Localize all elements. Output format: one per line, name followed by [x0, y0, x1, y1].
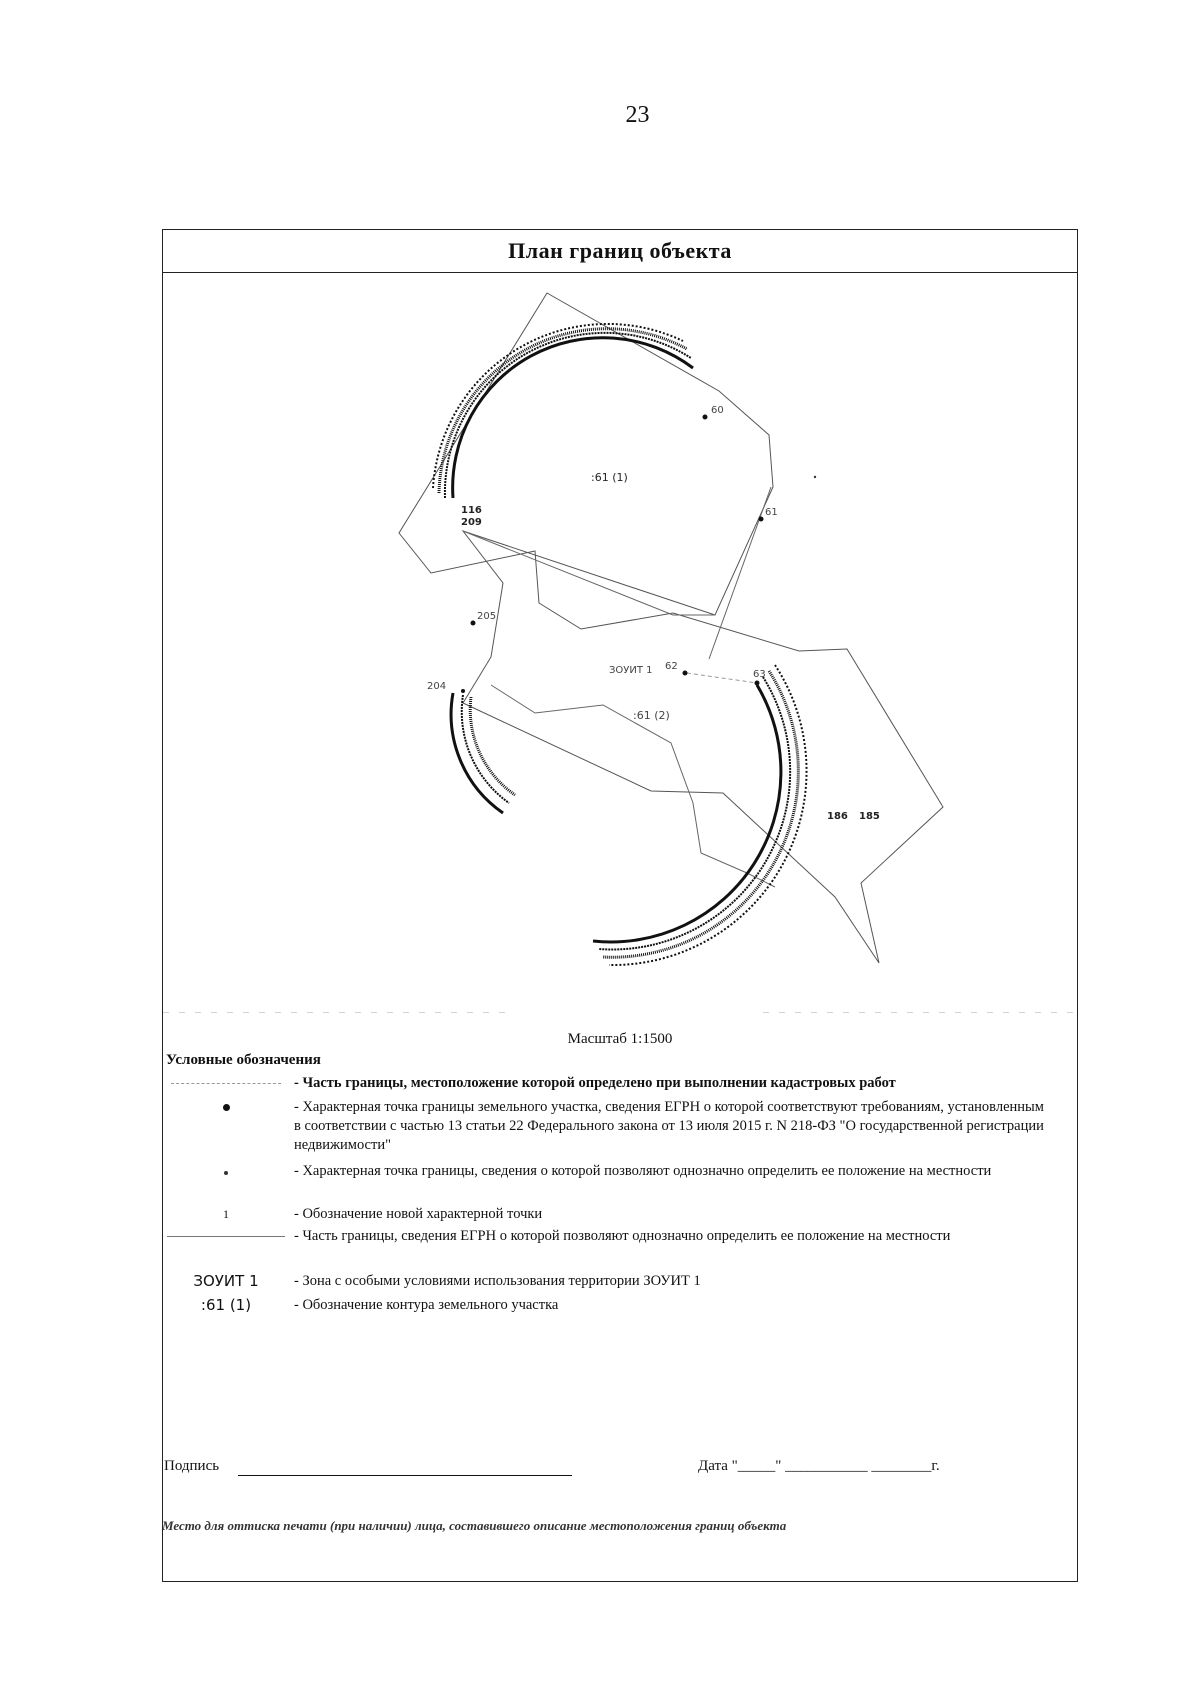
label-parcel-2: :61 (2): [633, 709, 670, 722]
new-point-symbol: 1: [223, 1207, 229, 1221]
solid-line-symbol: [166, 1227, 286, 1246]
legend-text: - Часть границы, сведения ЕГРН о которой позволяют однозначно определить ее положение на местности: [294, 1228, 951, 1244]
plan-frame: [162, 229, 1078, 1582]
segment-62-63: [687, 673, 757, 683]
point-204: [461, 689, 465, 693]
upper-arc: [433, 324, 693, 498]
label-point-60: 60: [711, 405, 724, 416]
label-point-63: 63: [753, 669, 766, 680]
label-point-204: 204: [427, 681, 447, 692]
label-point-209: 209: [461, 517, 482, 528]
legend-text: - Обозначение контура земельного участка: [294, 1297, 559, 1313]
plan-title: План границ объекта: [163, 230, 1077, 273]
point-205: [471, 621, 476, 626]
large-dot-symbol: [166, 1098, 286, 1117]
dashed-line-symbol: [166, 1074, 286, 1093]
scale-label: Масштаб 1:1500: [567, 1031, 673, 1047]
contour-symbol: :61 (1): [200, 1296, 252, 1314]
label-point-186: 186: [827, 811, 848, 822]
point-60: [703, 415, 708, 420]
label-zone: ЗОУИТ 1: [609, 665, 653, 676]
small-dot-symbol: [166, 1162, 286, 1181]
page-number: 23: [625, 102, 650, 128]
label-point-116: 116: [461, 505, 482, 516]
signature-label: Подпись: [164, 1458, 220, 1474]
lower-right-arc: [593, 665, 807, 965]
label-point-185: 185: [859, 811, 880, 822]
date-field: Дата "_____" ___________ ________г.: [698, 1458, 940, 1474]
legend-title: Условные обозначения: [166, 1052, 321, 1068]
label-point-61: 61: [765, 507, 778, 518]
label-parcel-1: :61 (1): [591, 471, 628, 484]
legend-text: - Зона с особыми условиями использования территории ЗОУИТ 1: [294, 1273, 701, 1289]
legend-text: - Характерная точка границы земельного участка, сведения ЕГРН о которой соответствуют требованиям, установленным в соответствии с частью 13 статьи 22 Федерального закона от 13 июля 2015 г. N 218-ФЗ "О государственной регистрации недвижимости": [294, 1099, 1044, 1153]
label-point-205: 205: [477, 611, 497, 622]
legend-text: - Обозначение новой характерной точки: [294, 1206, 543, 1222]
lower-left-arc: [451, 693, 515, 813]
label-point-62: 62: [665, 661, 678, 672]
point-61: [759, 517, 764, 522]
point-stray: [814, 476, 816, 478]
point-62: [683, 671, 688, 676]
boundary-plan-drawing: [163, 273, 1077, 1013]
signature-line: [238, 1475, 572, 1476]
legend-text: - Часть границы, местоположение которой определено при выполнении кадастровых работ: [294, 1075, 896, 1091]
stamp-note: Место для оттиска печати (при наличии) лица, составившего описание местоположения границ объекта: [162, 1518, 787, 1533]
zone-symbol: ЗОУИТ 1: [193, 1272, 259, 1290]
legend-text: - Характерная точка границы, сведения о которой позволяют однозначно определить ее положение на местности: [294, 1163, 992, 1179]
point-63: [755, 681, 760, 686]
